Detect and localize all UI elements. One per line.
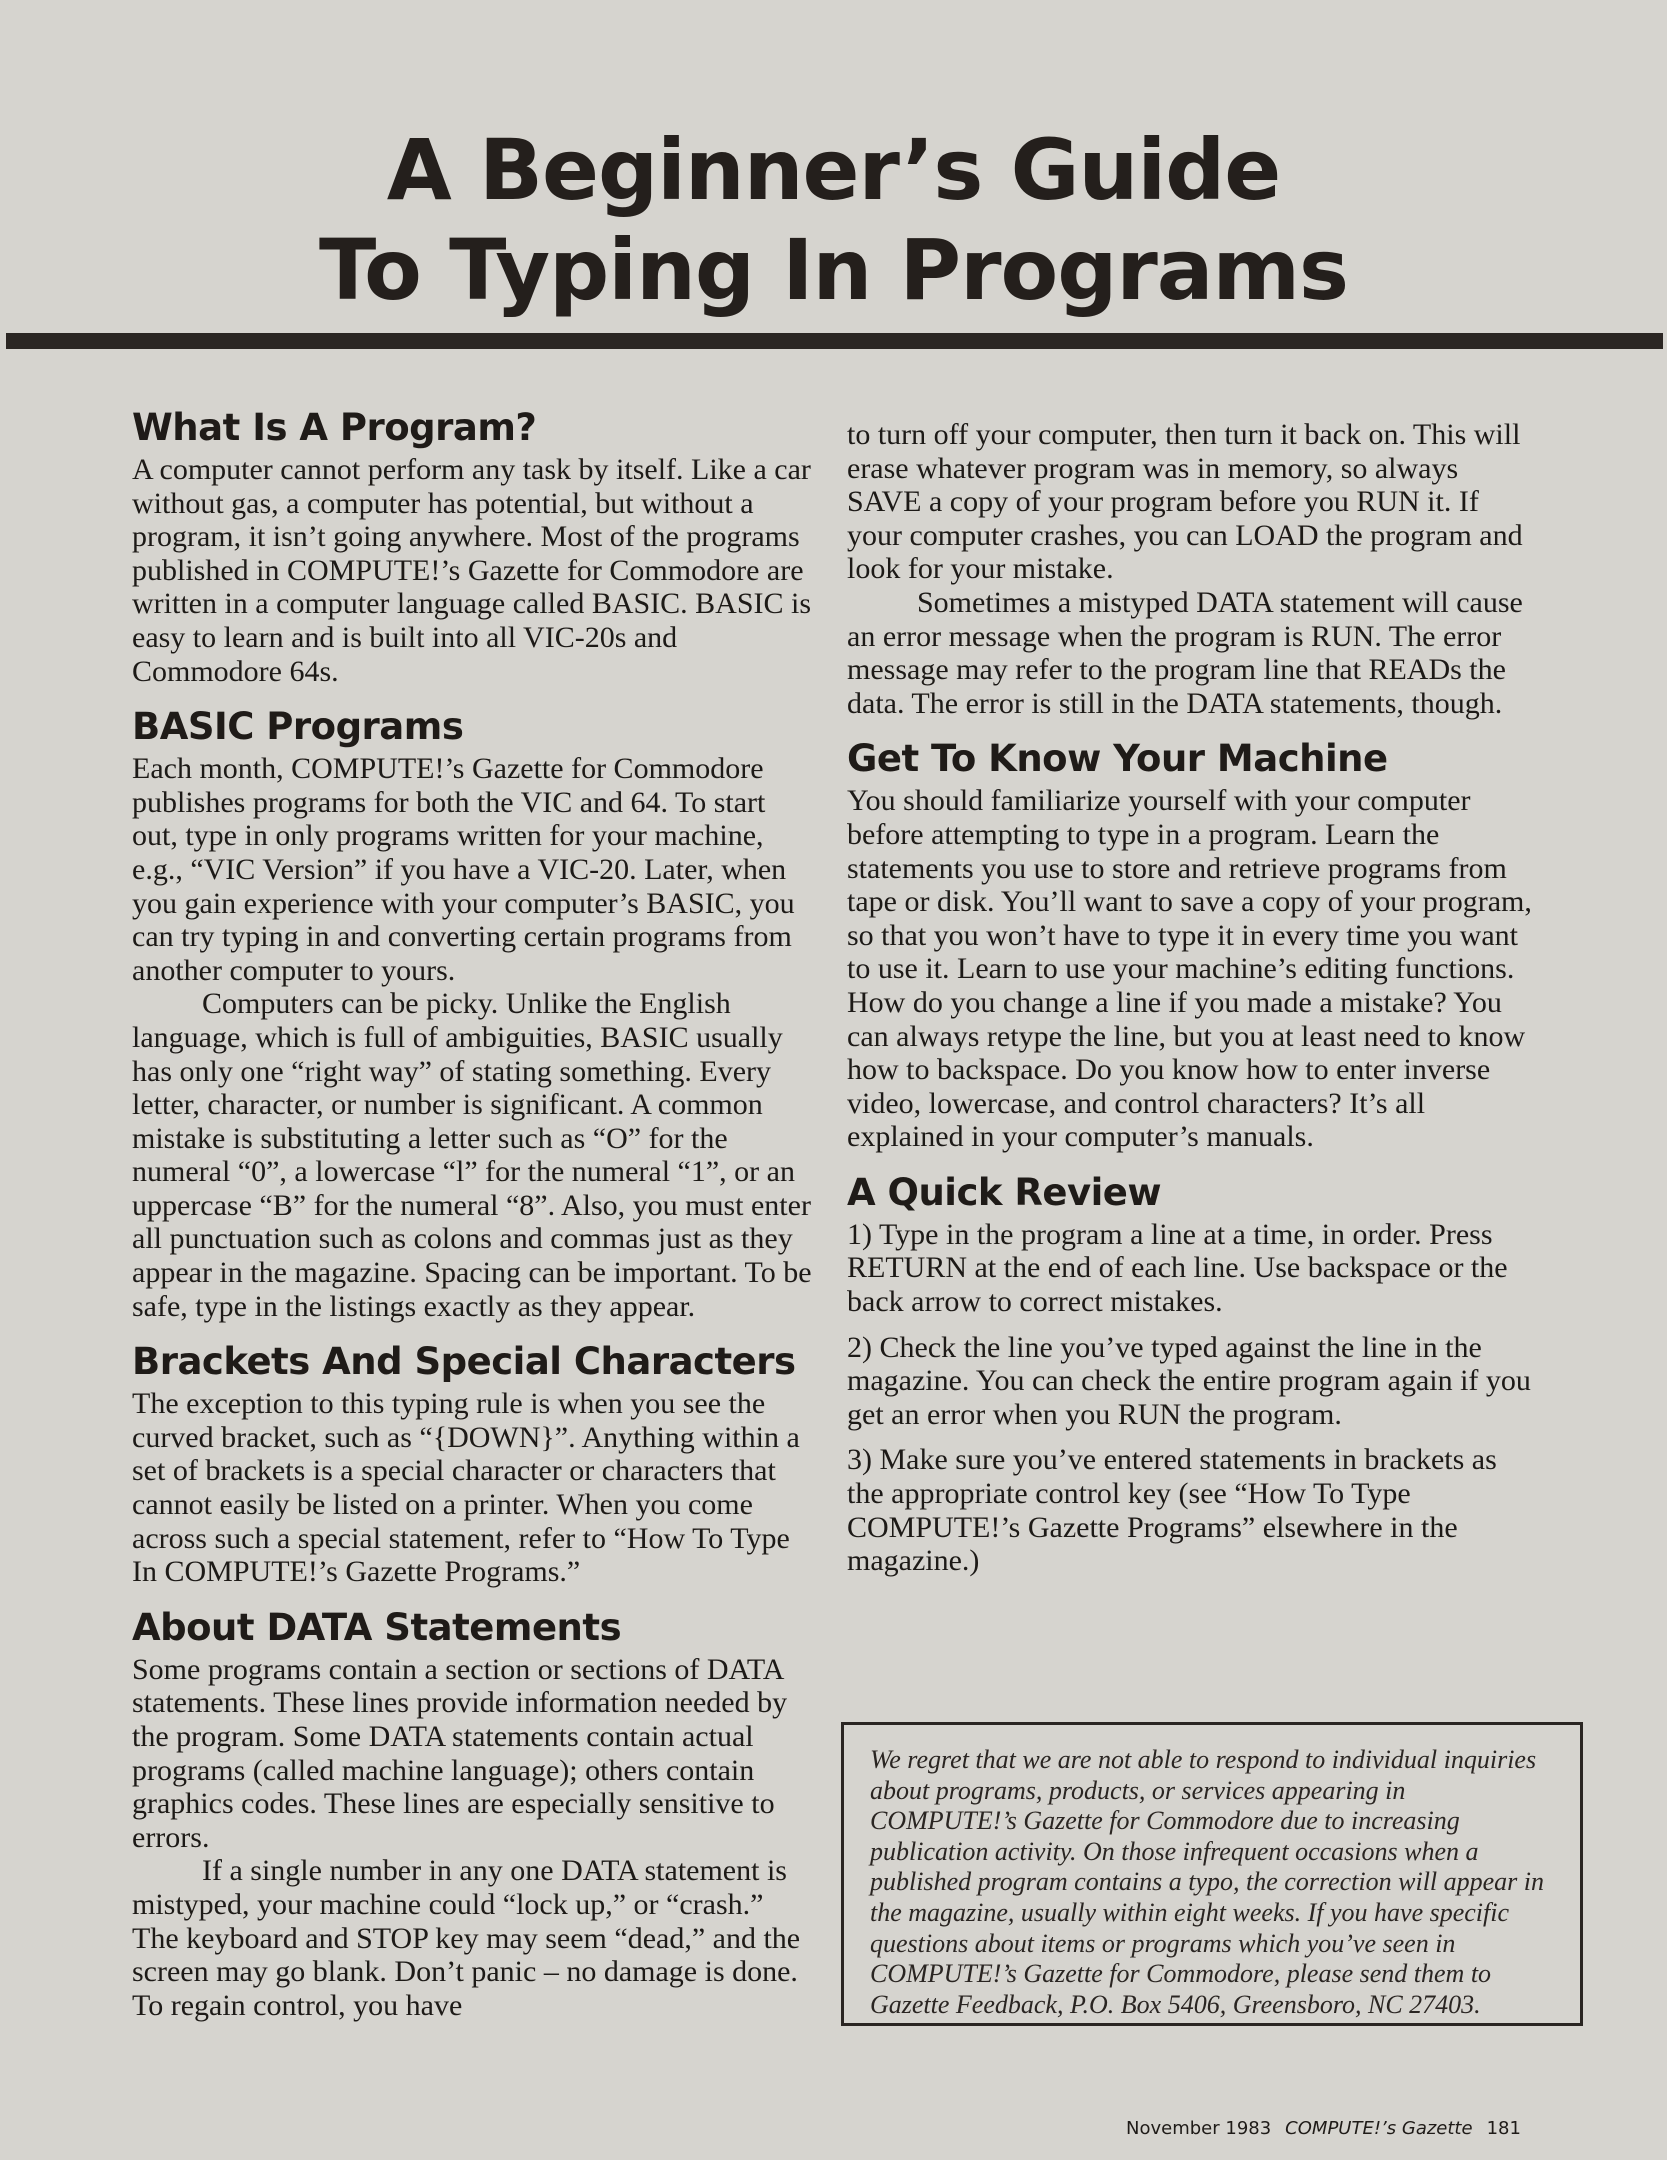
- paragraph: Computers can be picky. Unlike the English language, which is full of ambiguities, BASIC usually has only one “right way” of stating something. Every letter, character, or number is significant. A common mistake is substituting a letter such as “O” for the numeral “0”, a lowercase “l” for the numeral “1”, or an uppercase “B” for the numeral “8”. Also, you must enter all punctuation such as colons and commas just as they appear in the magazine. Spacing can be important. To be safe, type in the listings exactly as they appear.: [132, 987, 812, 1323]
- right-column: [847, 418, 1535, 1578]
- heading-get-to-know-your-machine: Get To Know Your Machine: [847, 737, 1388, 781]
- paragraph: A computer cannot perform any task by itself. Like a car without gas, a computer has potential, but without a program, it isn’t going anywhere. Most of the programs published in COMPUTE!’s Gazette for Commodore are written in a computer language called BASIC. BASIC is easy to learn and is built into all VIC-20s and Commodore 64s.: [132, 453, 812, 688]
- paragraph: to turn off your computer, then turn it back on. This will erase whatever program was in memory, so always SAVE a copy of your program before you RUN it. If your computer crashes, you can LOAD the program and look for your mistake.: [847, 418, 1523, 586]
- paragraph: Some programs contain a section or sections of DATA statements. These lines provide information needed by the program. Some DATA statements contain actual programs (called machine language); others contain graphics codes. These lines are especially sensitive to errors.: [132, 1652, 788, 1854]
- paragraph: You should familiarize yourself with your computer before attempting to type in a program. Learn the statements you use to store and retrieve programs from tape or disk. You’ll want to save a copy of your program, so that you won’t have to type it in every time you want to use it. Learn to use your machine’s editing functions. How do you change a line if you made a mistake? You can always retype the line, but you at least need to know how to backspace. Do you know how to enter inverse video, lowercase, and control characters? It’s all explained in your computer’s manuals.: [847, 784, 1532, 1154]
- notice-box: [841, 1722, 1583, 2026]
- article-title: [0, 120, 1667, 320]
- footer-date: November 1983: [1126, 2118, 1272, 2139]
- title-line-1: A Beginner’s Guide: [386, 121, 1281, 219]
- heading-what-is-a-program: What Is A Program?: [132, 406, 537, 449]
- paragraph: Sometimes a mistyped DATA statement will cause an error message when the program is RUN. The error message may refer to the program line that READs the data. The error is still in the DATA statements, though.: [847, 585, 1523, 720]
- review-item: 2) Check the line you’ve typed against the line in the magazine. You can check the entire program again if you get an error when you RUN the program.: [847, 1330, 1531, 1431]
- paragraph: Each month, COMPUTE!’s Gazette for Commodore publishes programs for both the VIC and 64. To start out, type in only programs written for your machine, e.g., “VIC Version” if you have a VIC-20. Later, when you gain experience with your computer’s BASIC, you can try typing in and converting certain programs from another computer to yours.: [132, 752, 795, 987]
- review-item: 3) Make sure you’ve entered statements in brackets as the appropriate control key (see “How To Type COMPUTE!’s Gazette Programs” elsewhere in the magazine.): [847, 1443, 1497, 1578]
- title-divider: [6, 333, 1663, 349]
- title-line-2: To Typing In Programs: [318, 221, 1349, 319]
- notice-text: We regret that we are not able to respond to individual inquiries about programs, products, or services appearing in COMPUTE!’s Gazette for Commodore due to increasing publication activity. On those infrequent occasions when a published program contains a typo, the correction will appear in the magazine, usually within eight weeks. If you have specific questions about items or programs which you’ve seen in COMPUTE!’s Gazette for Commodore, please send them to Gazette Feedback, P.O. Box 5406, Greensboro, NC 27403.: [870, 1745, 1545, 2019]
- paragraph: The exception to this typing rule is when you see the curved bracket, such as “{DOWN}”. Anything within a set of brackets is a special character or characters that cannot easily be listed on a printer. When you come across such a special statement, refer to “How To Type In COMPUTE!’s Gazette Programs.”: [132, 1387, 800, 1589]
- paragraph: If a single number in any one DATA statement is mistyped, your machine could “lock up,” or “crash.” The keyboard and STOP key may seem “dead,” and the screen may go blank. Don’t panic – no damage is done. To regain control, you have: [132, 1854, 801, 2022]
- heading-a-quick-review: A Quick Review: [847, 1170, 1162, 1214]
- footer-magazine: COMPUTE!’s Gazette: [1285, 2118, 1473, 2139]
- page-footer: [1126, 2118, 1535, 2139]
- heading-brackets-special-characters: Brackets And Special Characters: [132, 1340, 796, 1384]
- heading-about-data-statements: About DATA Statements: [132, 1605, 622, 1649]
- footer-page-number: 181: [1486, 2118, 1521, 2139]
- left-column: [132, 405, 814, 2022]
- review-item: 1) Type in the program a line at a time, in order. Press RETURN at the end of each line. Use backspace or the back arrow to correct mistakes.: [847, 1217, 1508, 1319]
- heading-basic-programs: BASIC Programs: [132, 705, 464, 749]
